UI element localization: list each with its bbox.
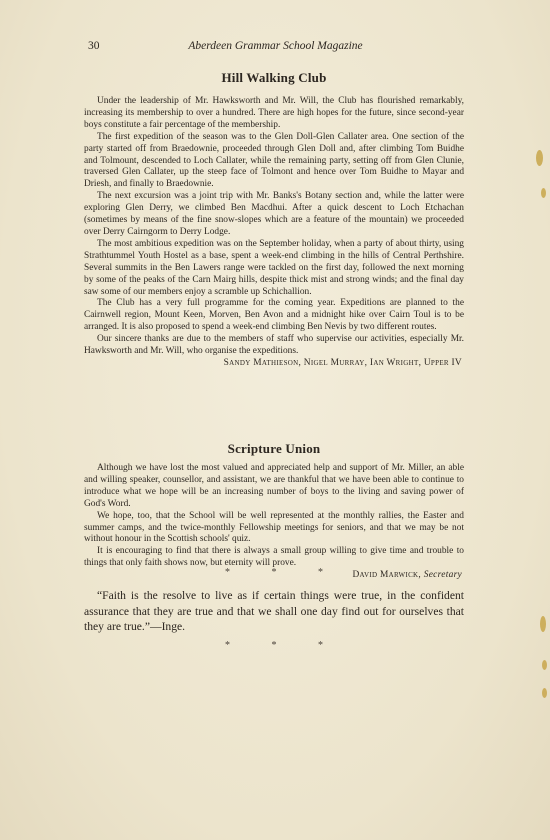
section-body-hill-walking-club	[84, 96, 464, 370]
section-divider-stars	[84, 567, 464, 581]
paper-stain	[541, 188, 546, 198]
signature-role: Secretary	[423, 570, 462, 581]
star-ornament: *	[318, 640, 323, 651]
closing-quote: “Faith is the resolve to live as if certain things were true, in the confident assurance that they are true and that we shall one day find out for ourselves that they are true.”—Inge.	[84, 589, 464, 634]
star-ornament: *	[271, 567, 277, 578]
paragraph: We hope, too, that the School will be well represented at the monthly rallies, the Easter and summer camps, and the twice-monthly Fellowship meetings for seniors, and that we may be not without honour in the Scottish schools' quiz.	[84, 510, 464, 545]
paragraph: The most ambitious expedition was on the September holiday, when a party of about thirty, using Strathtummel Youth Hostel as a base, spent a week-end climbing in the hills of Central Perthshire. Several summits in the Ben Lawers range were tackled on the first day, followed the next morning by some of the peaks of the Carn Mairg hills, despite thick mist and strong winds; and the final day saw some of our members enjoy a scramble up Schichallion.	[84, 238, 464, 297]
paper-stain	[540, 616, 546, 632]
section-title-scripture-union: Scripture Union	[227, 441, 321, 456]
paragraph: The next excursion was a joint trip with Mr. Banks's Botany section and, while the latter were exploring Glen Derry, we climbed Ben Macdhui. After a quick descent to Loch Etchachan (sometimes by means of the fine snow-slopes which are a feature of the mountain) we proceeded over Derry Cairngorm to Derry Lodge.	[84, 191, 464, 237]
paragraph: The Club has a very full programme for the coming year. Expeditions are planned to the Cairnwell region, Mount Keen, Morven, Ben Avon and a midnight hike over Cairn Toul is to be arranged. It is also proposed to spend a week-end climbing Ben Nevis by two different routes.	[84, 298, 464, 333]
paragraph: Although we have lost the most valued and appreciated help and support of Mr. Miller, an able and willing speaker, counsellor, and assistant, we are thankful that we have been able to continue to introduce what we hope will be an increasing number of boys to the living and saving power of God's Word.	[84, 463, 464, 509]
paragraph: Our sincere thanks are due to the members of staff who supervise our activities, especially Mr. Hawksworth and Mr. Will, who organise the expeditions.	[84, 334, 464, 357]
star-ornament: *	[225, 640, 230, 651]
star-ornament: *	[225, 567, 230, 578]
section-title-hill-walking-club: Hill Walking Club	[221, 70, 327, 85]
paper-stain	[542, 660, 547, 670]
paper-stain	[542, 688, 547, 698]
paragraph: It is encouraging to find that there is always a small group willing to give time and trouble to things that only faith shows now, but eternity will prove.	[84, 546, 464, 569]
signature: Sandy Mathieson, Nigel Murray, Ian Wright, Upper IV	[223, 357, 462, 368]
paragraph: The first expedition of the season was to the Glen Doll-Glen Callater area. One section of the party started off from Braedownie, proceeded through Glen Doll and, after climbing Tom Buidhe and Tolmount, descended to Loch Callater, while the remaining party, setting off from Glen Clunie, traversed Glen Callater, up the steep face of Tolmont and hence over Tom Buidhe to Mayar and Driesh, and finally to Braedownie.	[84, 131, 464, 190]
signature-name: David Marwick,	[352, 570, 422, 581]
paper-stain	[536, 150, 543, 166]
paragraph: Under the leadership of Mr. Hawksworth and Mr. Will, the Club has flourished remarkably, increasing its membership to over a hundred. There are high hopes for the future, since second-year boys constitute a fair percentage of the membership.	[84, 96, 464, 130]
page-number: 30	[88, 40, 100, 52]
page-header	[88, 40, 463, 56]
section-divider-stars	[84, 640, 464, 651]
star-ornament: *	[271, 640, 277, 651]
star-ornament: *	[318, 567, 323, 578]
running-title: Aberdeen Grammar School Magazine	[188, 40, 363, 52]
section-body-scripture-union	[84, 463, 464, 582]
